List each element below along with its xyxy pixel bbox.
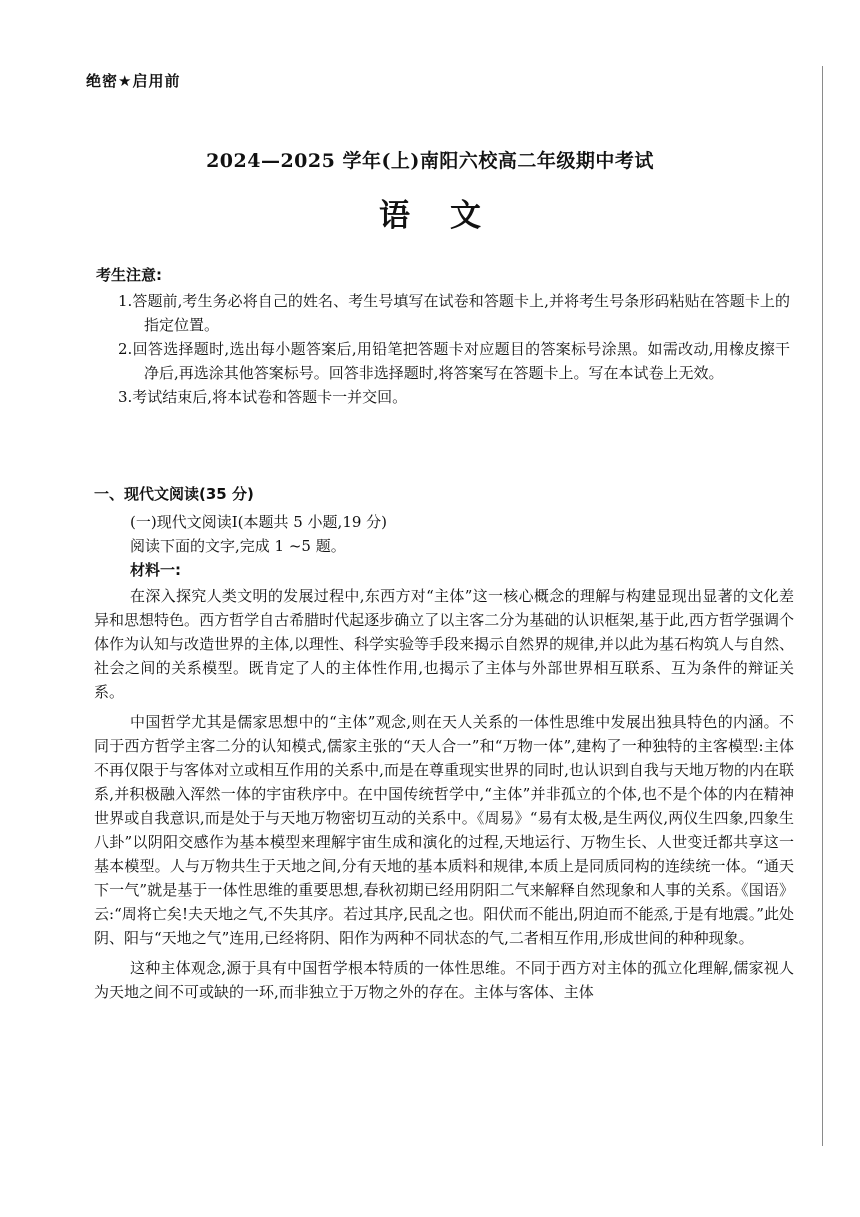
notice-title: 考生注意: <box>96 266 162 284</box>
instruction: 阅读下面的文字,完成 1 ~5 题。 <box>130 537 346 555</box>
notice-item: 2.回答选择题时,选出每小题答案后,用铅笔把答题卡对应题目的答案标号涂黑。如需改动,用橡皮擦干净后,再选涂其他答案标号。回答非选择题时,将答案写在答题卡上。写在本试卷上无效。 <box>118 340 790 382</box>
section-heading: 一、现代文阅读(35 分) <box>94 485 254 503</box>
confidential-label: 绝密★启用前 <box>86 72 181 90</box>
subject-title <box>0 190 860 235</box>
notice-list <box>118 289 790 409</box>
notice-item: 1.答题前,考生务必将自己的姓名、考生号填写在试卷和答题卡上,并将考生号条形码粘贴在答题卡上的指定位置。 <box>118 292 790 334</box>
notice-item: 3.考试结束后,将本试卷和答题卡一并交回。 <box>118 388 408 406</box>
subject-char-2: 文 <box>450 198 481 234</box>
reading-section <box>94 482 794 1004</box>
subject-char-1: 语 <box>379 198 410 234</box>
paragraph: 中国哲学尤其是儒家思想中的“主体”观念,则在天人关系的一体性思维中发展出独具特色的内涵。不同于西方哲学主客二分的认知模式,儒家主张的“天人合一”和“万物一体”,建构了一种独特的主客模型:主体不再仅限于与客体对立或相互作用的关系中,而是在尊重现实世界的同时,也认识到自我与天地万物的内在联系,并积极融入浑然一体的宇宙秩序中。在中国传统哲学中,“主体”并非孤立的个体,也不是个体的内在精神世界或自我意识,而是处于与天地万物密切互动的关系中。《周易》“易有太极,是生两仪,两仪生四象,四象生八卦”以阴阳交感作为基本模型来理解宇宙生成和演化的过程,天地运行、万物生长、人世变迁都共享这一基本模型。人与万物共生于天地之间,分有天地的基本质料和规律,本质上是同质同构的连续统一体。“通天下一气”就是基于一体性思维的重要思想,春秋初期已经用阴阳二气来解释自然现象和人事的关系。《国语》云:“周将亡矣!夫天地之气,不失其序。若过其序,民乱之也。阳伏而不能出,阴迫而不能烝,于是有地震。”此处阴、阳与“天地之气”连用,已经将阴、阳作为两种不同状态的气,二者相互作用,形成世间的种种现象。 <box>94 713 794 947</box>
paragraph: 这种主体观念,源于具有中国哲学根本特质的一体性思维。不同于西方对主体的孤立化理解,儒家视人为天地之间不可或缺的一环,而非独立于万物之外的存在。主体与客体、主体 <box>94 959 794 1001</box>
sub-heading: (一)现代文阅读Ⅰ(本题共 5 小题,19 分) <box>130 513 388 531</box>
paragraph: 在深入探究人类文明的发展过程中,东西方对“主体”这一核心概念的理解与构建显现出显著的文化差异和思想特色。西方哲学自古希腊时代起逐步确立了以主客二分为基础的认识框架,基于此,西方哲学强调个体作为认知与改造世界的主体,以理性、科学实验等手段来揭示自然界的规律,并以此为基石构筑人与自然、社会之间的关系模型。既肯定了人的主体性作用,也揭示了主体与外部世界相互联系、互为条件的辩证关系。 <box>94 587 794 701</box>
material-label: 材料一: <box>130 561 181 579</box>
exam-title: 2024—2025 学年(上)南阳六校高二年级期中考试 <box>206 150 654 172</box>
